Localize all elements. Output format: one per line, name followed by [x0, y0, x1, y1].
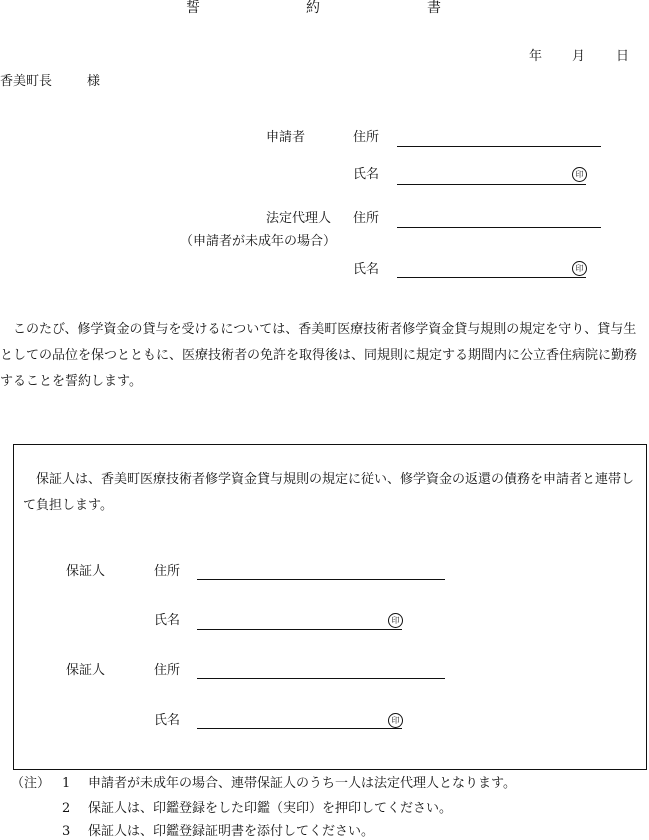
title-char: 約 — [306, 0, 320, 16]
guarantor-2-address-line[interactable] — [197, 678, 445, 679]
seal-icon: 印 — [388, 713, 403, 728]
date-month-label: 月 — [572, 49, 586, 64]
note-number: 2 — [62, 801, 71, 816]
seal-icon: 印 — [572, 261, 587, 276]
note-text: 保証人は、印鑑登録をした印鑑（実印）を押印してください。 — [88, 801, 453, 816]
guarantor-box — [13, 444, 647, 770]
applicant-name-label: 氏名 — [353, 167, 380, 182]
guarantor-1-address-label: 住所 — [154, 564, 181, 579]
title-char: 誓 — [186, 0, 200, 16]
guarantor-paragraph — [23, 467, 639, 519]
seal-icon: 印 — [388, 613, 403, 628]
guarantor-1-role-label: 保証人 — [66, 564, 106, 579]
legal-rep-note: （申請者が未成年の場合） — [180, 234, 337, 249]
applicant-address-label: 住所 — [353, 130, 380, 145]
seal-icon: 印 — [572, 167, 587, 182]
pledge-text: このたび、修学資金の貸与を受けるについては、香美町医療技術者修学資金貸与規則の規定を守り、貸与生としての品位を保つとともに、医療技術者の免許を取得後は、同規則に規定する期間内に公立香住病院に勤務することを誓約します。 — [0, 322, 638, 389]
notes-prefix: （注） — [11, 776, 51, 791]
date-day-label: 日 — [616, 49, 630, 64]
applicant-address-line[interactable] — [397, 146, 601, 147]
pledge-paragraph — [0, 317, 640, 395]
addressee-name: 香美町長 — [0, 74, 53, 89]
guarantor-1-name-label: 氏名 — [154, 613, 181, 628]
legal-rep-name-label: 氏名 — [353, 262, 380, 277]
guarantor-text: 保証人は、香美町医療技術者修学資金貸与規則の規定に従い、修学資金の返還の債務を申請者と連帯して負担します。 — [23, 472, 635, 513]
title-char: 書 — [427, 0, 441, 16]
note-number: 3 — [62, 824, 71, 839]
date-year-label: 年 — [529, 49, 543, 64]
legal-rep-address-label: 住所 — [353, 211, 380, 226]
legal-rep-name-line[interactable] — [397, 277, 586, 278]
guarantor-2-name-line[interactable] — [197, 728, 402, 729]
guarantor-2-name-label: 氏名 — [154, 713, 181, 728]
guarantor-1-address-line[interactable] — [197, 579, 445, 580]
guarantor-2-address-label: 住所 — [154, 663, 181, 678]
note-text: 申請者が未成年の場合、連帯保証人のうち一人は法定代理人となります。 — [88, 776, 516, 791]
note-text: 保証人は、印鑑登録証明書を添付してください。 — [88, 824, 375, 839]
legal-rep-role-label: 法定代理人 — [266, 211, 332, 226]
guarantor-2-role-label: 保証人 — [66, 663, 106, 678]
applicant-name-line[interactable] — [397, 184, 586, 185]
note-number: 1 — [62, 776, 71, 791]
legal-rep-address-line[interactable] — [397, 227, 601, 228]
applicant-role-label: 申請者 — [266, 130, 306, 145]
guarantor-1-name-line[interactable] — [197, 629, 402, 630]
addressee-honorific: 様 — [87, 74, 101, 89]
